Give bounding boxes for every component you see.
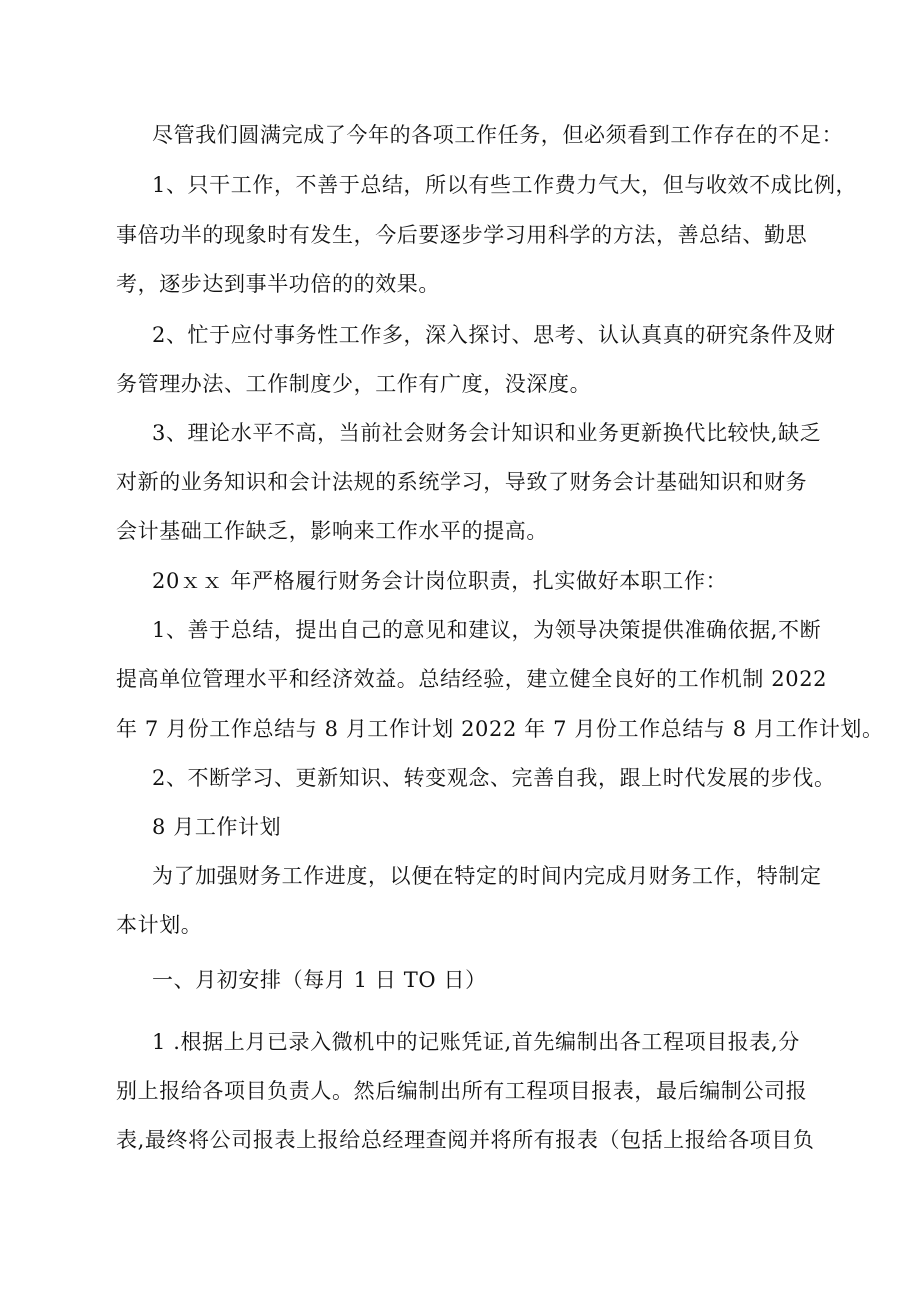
text-line: 尽管我们圆满完成了今年的各项工作任务，但必须看到工作存在的不足： <box>152 123 844 147</box>
text-line: 1 .根据上月已录入微机中的记账凭证,首先编制出各工程项目报表,分 <box>152 1030 800 1054</box>
text-line: 会计基础工作缺乏，影响来工作水平的提高。 <box>116 519 548 543</box>
text-line: 提高单位管理水平和经济效益。总结经验，建立健全良好的工作机制 2022 <box>116 667 828 691</box>
text-line: 事倍功半的现象时有发生，今后要逐步学习用科学的方法，善总结、勤思 <box>116 223 808 247</box>
text-line: 年 7 月份工作总结与 8 月工作计划 2022 年 7 月份工作总结与 8 月工作计划。 <box>116 717 884 741</box>
text-line: 1、只干工作，不善于总结，所以有些工作费力气大，但与收效不成比例， <box>152 173 858 197</box>
text-line: 别上报给各项目负责人。然后编制出所有工程项目报表，最后编制公司报 <box>116 1079 808 1103</box>
text-line: 3、理论水平不高，当前社会财务会计知识和业务更新换代比较快,缺乏 <box>152 421 822 445</box>
text-line: 为了加强财务工作进度，以便在特定的时间内完成月财务工作，特制定 <box>152 864 822 888</box>
text-line: 考，逐步达到事半功倍的的效果。 <box>116 272 440 296</box>
text-line: 对新的业务知识和会计法规的系统学习，导致了财务会计基础知识和财务 <box>116 470 808 494</box>
text-line: 2、忙于应付事务性工作多，深入探讨、思考、认认真真的研究条件及财 <box>152 323 836 347</box>
text-line: 表,最终将公司报表上报给总经理查阅并将所有报表（包括上报给各项目负 <box>116 1128 815 1152</box>
text-line: 20ｘｘ 年严格履行财务会计岗位职责，扎实做好本职工作： <box>152 569 728 593</box>
text-line: 2、不断学习、更新知识、转变观念、完善自我，跟上时代发展的步伐。 <box>152 766 836 790</box>
text-line: 一、月初安排（每月 1 日 TO 日） <box>152 968 487 992</box>
text-line: 本计划。 <box>116 913 203 937</box>
text-line: 8 月工作计划 <box>152 815 282 839</box>
text-line: 1、善于总结，提出自己的意见和建议，为领导决策提供准确依据,不断 <box>152 618 822 642</box>
text-line: 务管理办法、工作制度少，工作有广度，没深度。 <box>116 372 592 396</box>
